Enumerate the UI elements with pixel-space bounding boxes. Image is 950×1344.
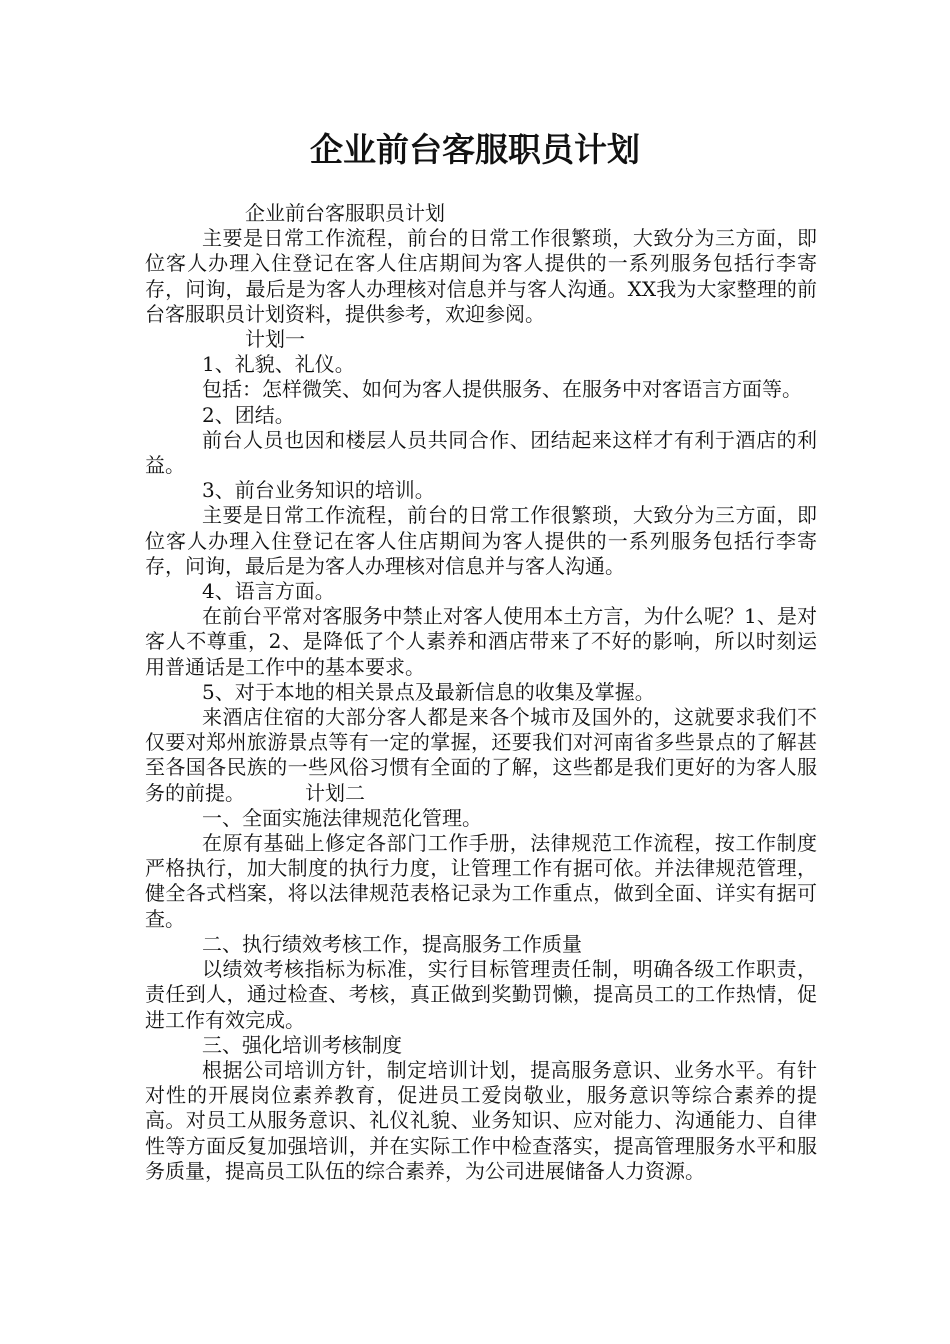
plan2-item-2-text: 以绩效考核指标为标准，实行目标管理责任制，明确各级工作职责，责任到人，通过检查、考核，真正做到奖勤罚懒，提高员工的工作热情，促进工作有效完成。 bbox=[145, 957, 817, 1032]
document-body bbox=[145, 201, 817, 1184]
plan1-item-4-heading: 4、语言方面。 bbox=[202, 579, 335, 604]
document-subtitle: 企业前台客服职员计划 bbox=[245, 201, 445, 225]
plan2-item-1-heading: 一、全面实施法律规范化管理。 bbox=[202, 805, 482, 830]
plan1-item-1-heading: 1、礼貌、礼仪。 bbox=[202, 352, 355, 377]
plan2-heading: 计划二 bbox=[305, 780, 365, 805]
plan1-item-2-heading: 2、团结。 bbox=[202, 402, 295, 427]
document-title: 企业前台客服职员计划 bbox=[310, 130, 640, 169]
plan1-item-5-heading: 5、对于本地的相关景点及最新信息的收集及掌握。 bbox=[202, 679, 655, 704]
plan1-item-2-text: 前台人员也因和楼层人员共同合作、团结起来这样才有利于酒店的利益。 bbox=[145, 427, 817, 478]
intro-paragraph: 主要是日常工作流程，前台的日常工作很繁琐，大致分为三方面，即位客人办理入住登记在客人住店期间为客人提供的一系列服务包括行李寄存，问询，最后是为客人办理核对信息并与客人沟通。XX我为大家整理的前台客服职员计划资料，提供参考，欢迎参阅。 bbox=[145, 226, 817, 326]
plan1-heading: 计划一 bbox=[245, 327, 305, 352]
plan2-item-3-heading: 三、强化培训考核制度 bbox=[202, 1032, 402, 1057]
plan1-item-3-text: 主要是日常工作流程，前台的日常工作很繁琐，大致分为三方面，即位客人办理入住登记在客人住店期间为客人提供的一系列服务包括行李寄存，问询，最后是为客人办理核对信息并与客人沟通。 bbox=[145, 503, 817, 578]
plan2-item-2-heading: 二、执行绩效考核工作，提高服务工作质量 bbox=[202, 931, 582, 956]
plan1-item-5-text bbox=[145, 705, 817, 806]
plan1-item-5-text-body: 来酒店住宿的大部分客人都是来各个城市及国外的，这就要求我们不仅要对郑州旅游景点等有一定的掌握，还要我们对河南省多些景点的了解甚至各国各民族的一些风俗习惯有全面的了解，这些都是我们更好的为客人服务的前提。 bbox=[145, 705, 817, 805]
plan2-item-1-text: 在原有基础上修定各部门工作手册，法律规范工作流程，按工作制度严格执行，加大制度的执行力度，让管理工作有据可依。并法律规范管理，健全各式档案，将以法律规范表格记录为工作重点，做到全面、详实有据可查。 bbox=[145, 831, 817, 931]
plan1-item-3-heading: 3、前台业务知识的培训。 bbox=[202, 478, 435, 503]
plan1-item-1-text: 包括：怎样微笑、如何为客人提供服务、在服务中对客语言方面等。 bbox=[202, 377, 802, 402]
plan2-item-3-text: 根据公司培训方针，制定培训计划，提高服务意识、业务水平。有针对性的开展岗位素养教育，促进员工爱岗敬业，服务意识等综合素养的提高。对员工从服务意识、礼仪礼貌、业务知识、应对能力、沟通能力、自律性等方面反复加强培训，并在实际工作中检查落实，提高管理服务水平和服务质量，提高员工队伍的综合素养，为公司进展储备人力资源。 bbox=[145, 1057, 817, 1183]
plan1-item-4-text: 在前台平常对客服务中禁止对客人使用本土方言，为什么呢？1、是对客人不尊重，2、是降低了个人素养和酒店带来了不好的影响，所以时刻运用普通话是工作中的基本要求。 bbox=[145, 604, 817, 679]
